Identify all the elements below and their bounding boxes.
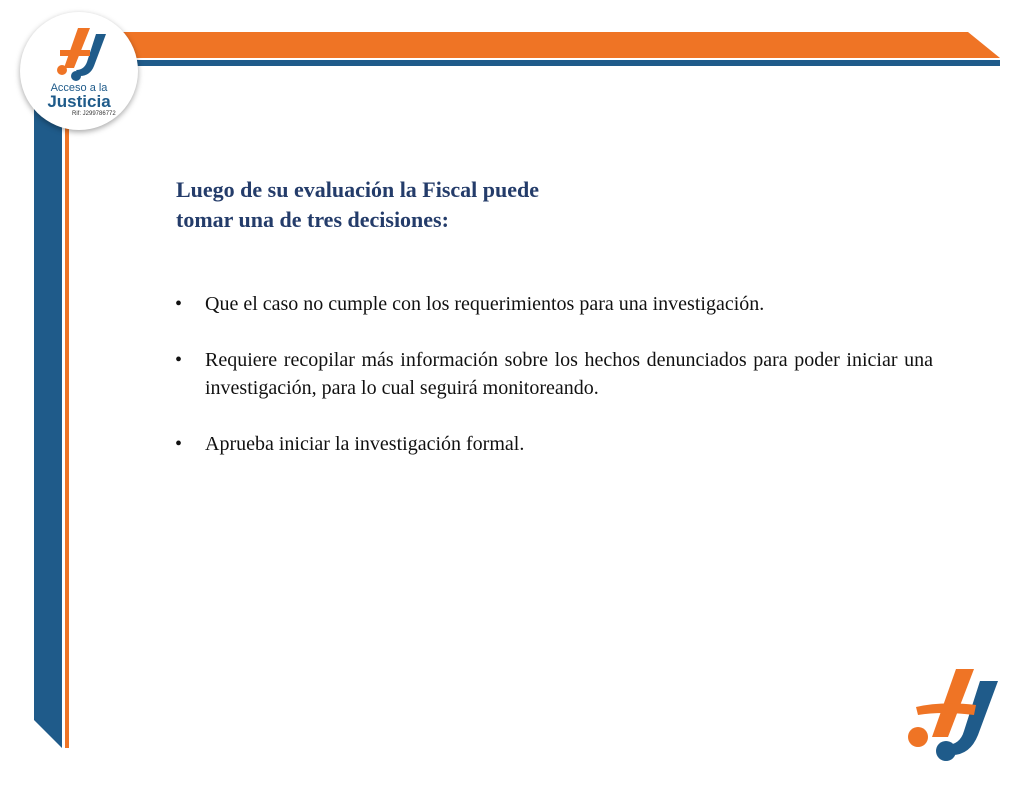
- list-item-text: Que el caso no cumple con los requerimientos para una investigación.: [205, 293, 765, 315]
- list-item-text: Requiere recopilar más información sobre los hechos denunciados para poder iniciar una investigación, para lo cual seguirá monitoreando.: [205, 349, 933, 399]
- decision-list: [175, 290, 933, 458]
- list-item: [175, 430, 933, 458]
- logo-text-rif: Rif: J299786772: [72, 111, 116, 117]
- bullet-marker: •: [175, 349, 183, 371]
- corner-aj-logo-icon: [902, 665, 1002, 770]
- top-blue-line: [70, 60, 1000, 66]
- list-item: [175, 290, 933, 318]
- brand-logo: [20, 12, 138, 130]
- title-line-2: tomar una de tres decisiones:: [176, 207, 449, 232]
- logo-text-justicia: Justicia: [47, 92, 111, 111]
- title-line-1: Luego de su evaluación la Fiscal puede: [176, 177, 540, 202]
- logo-text-acceso: Acceso a la: [50, 82, 108, 94]
- left-blue-bar: [34, 100, 62, 748]
- bullet-marker: •: [175, 293, 183, 315]
- left-orange-line: [65, 100, 69, 748]
- top-orange-bar: [70, 32, 1000, 58]
- list-item: [175, 346, 933, 402]
- slide-title: [176, 175, 696, 235]
- bullet-marker: •: [175, 433, 183, 455]
- aj-logo-icon: [50, 24, 110, 82]
- list-item-text: Aprueba iniciar la investigación formal.: [205, 433, 525, 455]
